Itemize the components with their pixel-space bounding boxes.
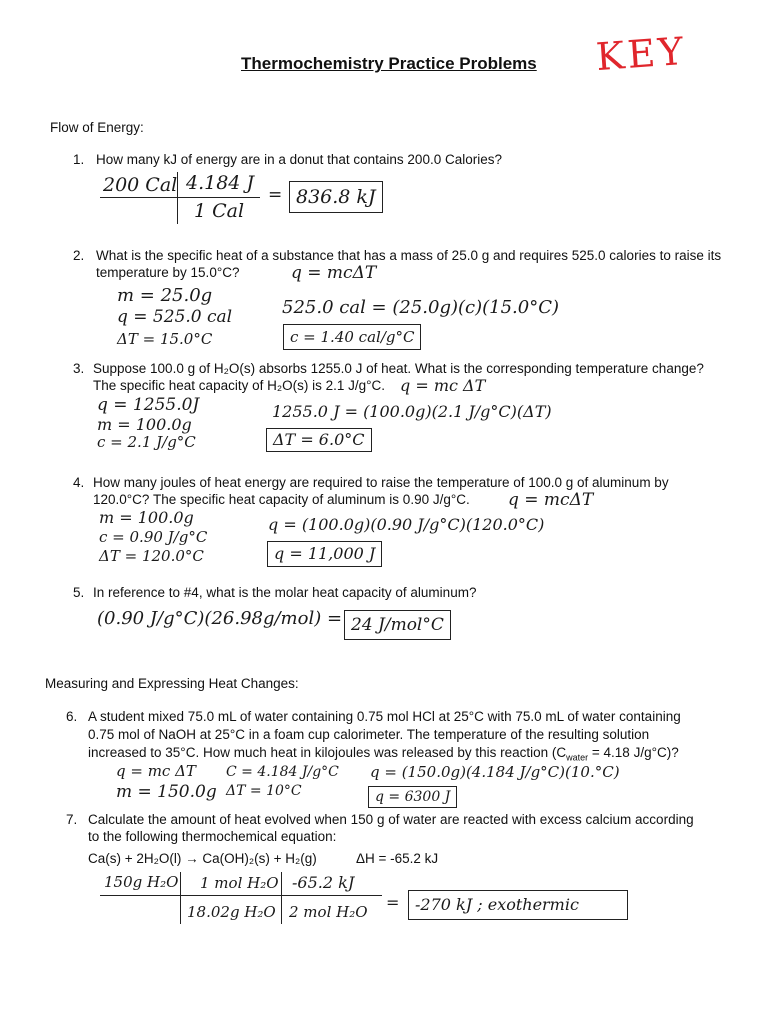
problem-3-line2: The specific heat capacity of H₂O(s) is 2.1 J/g°C.	[93, 378, 385, 393]
p6-formula: q = mc ΔT	[116, 762, 196, 780]
p4-mass: m = 100.0g	[99, 508, 194, 527]
p2-delta-t: ΔT = 15.0°C	[117, 330, 213, 348]
p3-equation: 1255.0 J = (100.0g)(2.1 J/g°C)(ΔT)	[272, 402, 552, 421]
p4-answer-box: q = 11,000 J	[267, 541, 382, 567]
problem-1-number: 1.	[73, 152, 85, 167]
p7-work-150g: 150g H₂O	[104, 873, 179, 891]
p4-equation: q = (100.0g)(0.90 J/g°C)(120.0°C)	[268, 515, 545, 534]
problem-5-number: 5.	[73, 585, 85, 600]
section-flow-of-energy: Flow of Energy:	[50, 120, 144, 135]
p6-equation: q = (150.0g)(4.184 J/g°C)(10.°C)	[370, 763, 620, 781]
problem-7-line1: Calculate the amount of heat evolved when 150 g of water are reacted with excess calcium according	[88, 812, 694, 827]
p2-mass: m = 25.0g	[117, 285, 213, 306]
problem-2-number: 2.	[73, 248, 85, 263]
p1-fraction-line	[100, 197, 260, 198]
p7-work-652kj: -65.2 kJ	[292, 873, 355, 892]
key-mark: KEY	[594, 28, 688, 80]
p7-equals: =	[386, 893, 400, 912]
p1-work-1cal: 1 Cal	[194, 200, 245, 222]
problem-7-enthalpy: ΔH = -65.2 kJ	[356, 851, 439, 866]
p7-divider-1	[180, 872, 181, 924]
problem-6-subscript: water	[566, 752, 589, 763]
p3-formula: q = mc ΔT	[400, 376, 486, 395]
p5-answer-box: 24 J/mol°C	[344, 610, 451, 640]
problem-7-line2: to the following thermochemical equation:	[88, 829, 337, 844]
problem-1-text: How many kJ of energy are in a donut that contains 200.0 Calories?	[96, 152, 502, 167]
p7-fraction-line	[100, 895, 382, 896]
p4-specific-heat: c = 0.90 J/g°C	[99, 528, 208, 546]
section-measuring-heat-changes: Measuring and Expressing Heat Changes:	[45, 676, 299, 691]
p6-delta-t: ΔT = 10°C	[226, 783, 302, 799]
p4-formula: q = mcΔT	[508, 490, 594, 510]
p3-specific-heat: c = 2.1 J/g°C	[97, 433, 196, 451]
p1-fraction-divider	[177, 172, 178, 224]
p7-divider-2	[281, 872, 282, 924]
p7-work-1802g: 18.02g H₂O	[187, 903, 276, 921]
p3-mass: m = 100.0g	[97, 415, 192, 434]
problem-6-line3a: increased to 35°C. How much heat in kilojoules was released by this reaction (C	[88, 745, 567, 760]
problem-6-number: 6.	[66, 709, 78, 724]
problem-4-line2: 120.0°C? The specific heat capacity of aluminum is 0.90 J/g°C.	[93, 492, 470, 507]
p1-work-200cal: 200 Cal	[103, 174, 178, 196]
problem-4-number: 4.	[73, 475, 85, 490]
problem-6-line3b: = 4.18 J/g°C)?	[588, 745, 679, 760]
page-title: Thermochemistry Practice Problems	[241, 54, 537, 73]
problem-3-line1: Suppose 100.0 g of H₂O(s) absorbs 1255.0 J of heat. What is the corresponding temperature change?	[93, 361, 704, 376]
p7-answer-box: -270 kJ ; exothermic	[408, 890, 628, 920]
p5-equation: (0.90 J/g°C)(26.98g/mol) =	[97, 608, 343, 629]
problem-2-line2: temperature by 15.0°C?	[96, 265, 240, 280]
p6-answer-box: q = 6300 J	[368, 786, 457, 808]
problem-2-line1: What is the specific heat of a substance that has a mass of 25.0 g and requires 525.0 calories to raise its	[96, 248, 722, 263]
problem-4-line1: How many joules of heat energy are required to raise the temperature of 100.0 g of aluminum by	[93, 475, 669, 490]
problem-5-text: In reference to #4, what is the molar heat capacity of aluminum?	[93, 585, 477, 600]
p6-specific-heat: C = 4.184 J/g°C	[226, 764, 339, 780]
problem-6-line2: 0.75 mol of NaOH at 25°C in a foam cup calorimeter. The temperature of the resulting solution	[88, 727, 650, 742]
p3-heat: q = 1255.0J	[97, 395, 200, 415]
problem-3-number: 3.	[73, 361, 85, 376]
problem-6-line1: A student mixed 75.0 mL of water containing 0.75 mol HCl at 25°C with 75.0 mL of water containing	[88, 709, 681, 724]
p2-formula: q = mcΔT	[291, 263, 377, 283]
p1-answer-box: 836.8 kJ	[289, 181, 383, 213]
p7-work-1mol: 1 mol H₂O	[200, 874, 279, 892]
p6-mass: m = 150.0g	[116, 782, 217, 802]
p4-delta-t: ΔT = 120.0°C	[99, 547, 204, 565]
p2-heat: q = 525.0 cal	[117, 307, 233, 327]
problem-7-reaction: Ca(s) + 2H₂O(l) → Ca(OH)₂(s) + H₂(g)	[88, 851, 317, 866]
p2-answer-box: c = 1.40 cal/g°C	[283, 324, 421, 350]
p2-equation: 525.0 cal = (25.0g)(c)(15.0°C)	[282, 297, 560, 318]
p7-work-2mol: 2 mol H₂O	[289, 903, 368, 921]
p1-equals: =	[268, 185, 283, 205]
p1-work-4184j: 4.184 J	[186, 172, 255, 194]
problem-7-number: 7.	[66, 812, 78, 827]
p3-answer-box: ΔT = 6.0°C	[266, 428, 372, 452]
